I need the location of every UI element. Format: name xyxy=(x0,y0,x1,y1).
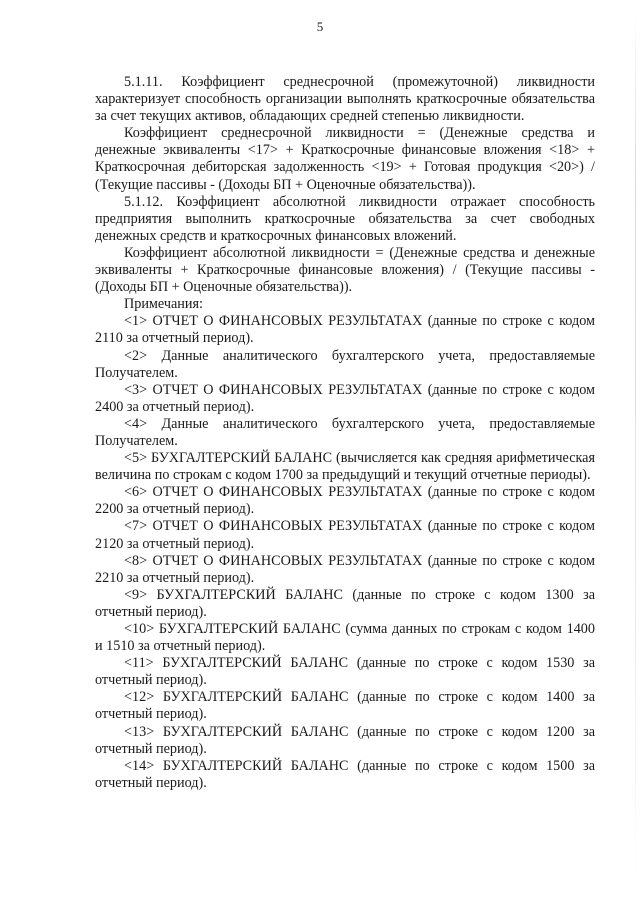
note-14: <14> БУХГАЛТЕРСКИЙ БАЛАНС (данные по строке с кодом 1500 за отчетный период). xyxy=(95,757,595,791)
formula-absolute-liquidity: Коэффициент абсолютной ликвидности = (Денежные средства и денежные эквиваленты + Краткосрочные финансовые вложения) / (Текущие пассивы - (Доходы БП + Оценочные обязательства)). xyxy=(95,244,595,296)
notes-heading: Примечания: xyxy=(124,296,203,313)
note-12: <12> БУХГАЛТЕРСКИЙ БАЛАНС (данные по строке с кодом 1400 за отчетный период). xyxy=(95,689,595,723)
paragraph-5-1-11: 5.1.11. Коэффициент среднесрочной (промежуточной) ликвидности характеризует способность организации выполнять краткосрочные обязательства за счет текущих активов, обладающих средней степенью ликвидности. xyxy=(95,74,595,125)
note-2: <2> Данные аналитического бухгалтерского учета, предоставляемые Получателем. xyxy=(95,347,595,381)
note-8: <8> ОТЧЕТ О ФИНАНСОВЫХ РЕЗУЛЬТАТАХ (данные по строке с кодом 2210 за отчетный период). xyxy=(95,552,595,586)
note-10: <10> БУХГАЛТЕРСКИЙ БАЛАНС (сумма данных по строкам с кодом 1400 и 1510 за отчетный период). xyxy=(95,621,595,655)
scan-edge-line xyxy=(635,10,636,895)
note-1: <1> ОТЧЕТ О ФИНАНСОВЫХ РЕЗУЛЬТАТАХ (данные по строке с кодом 2110 за отчетный период). xyxy=(95,313,595,347)
page-number: 5 xyxy=(316,19,324,34)
note-11: <11> БУХГАЛТЕРСКИЙ БАЛАНС (данные по строке с кодом 1530 за отчетный период). xyxy=(95,655,595,689)
note-3: <3> ОТЧЕТ О ФИНАНСОВЫХ РЕЗУЛЬТАТАХ (данные по строке с кодом 2400 за отчетный период). xyxy=(95,381,595,415)
note-6: <6> ОТЧЕТ О ФИНАНСОВЫХ РЕЗУЛЬТАТАХ (данные по строке с кодом 2200 за отчетный период). xyxy=(95,484,595,518)
note-7: <7> ОТЧЕТ О ФИНАНСОВЫХ РЕЗУЛЬТАТАХ (данные по строке с кодом 2120 за отчетный период). xyxy=(95,518,595,552)
note-9: <9> БУХГАЛТЕРСКИЙ БАЛАНС (данные по строке с кодом 1300 за отчетный период). xyxy=(95,586,595,620)
note-13: <13> БУХГАЛТЕРСКИЙ БАЛАНС (данные по строке с кодом 1200 за отчетный период). xyxy=(95,723,595,757)
document-body xyxy=(95,74,595,792)
paragraph-5-1-12: 5.1.12. Коэффициент абсолютной ликвидности отражает способность предприятия выполнить краткосрочные обязательства за счет свободных денежных средств и краткосрочных финансовых вложений. xyxy=(95,193,595,244)
formula-intermediate-liquidity: Коэффициент среднесрочной ликвидности = (Денежные средства и денежные эквиваленты <17> + Краткосрочные финансовые вложения <18> + Краткосрочная дебиторская задолженность <19> + Готовая продукция <20>) / (Текущие пассивы - (Доходы БП + Оценочные обязательства)). xyxy=(95,125,595,193)
note-5: <5> БУХГАЛТЕРСКИЙ БАЛАНС (вычисляется как средняя арифметическая величина по строкам с кодом 1700 за предыдущий и текущий отчетные периоды). xyxy=(95,450,595,484)
note-4: <4> Данные аналитического бухгалтерского учета, предоставляемые Получателем. xyxy=(95,415,595,449)
